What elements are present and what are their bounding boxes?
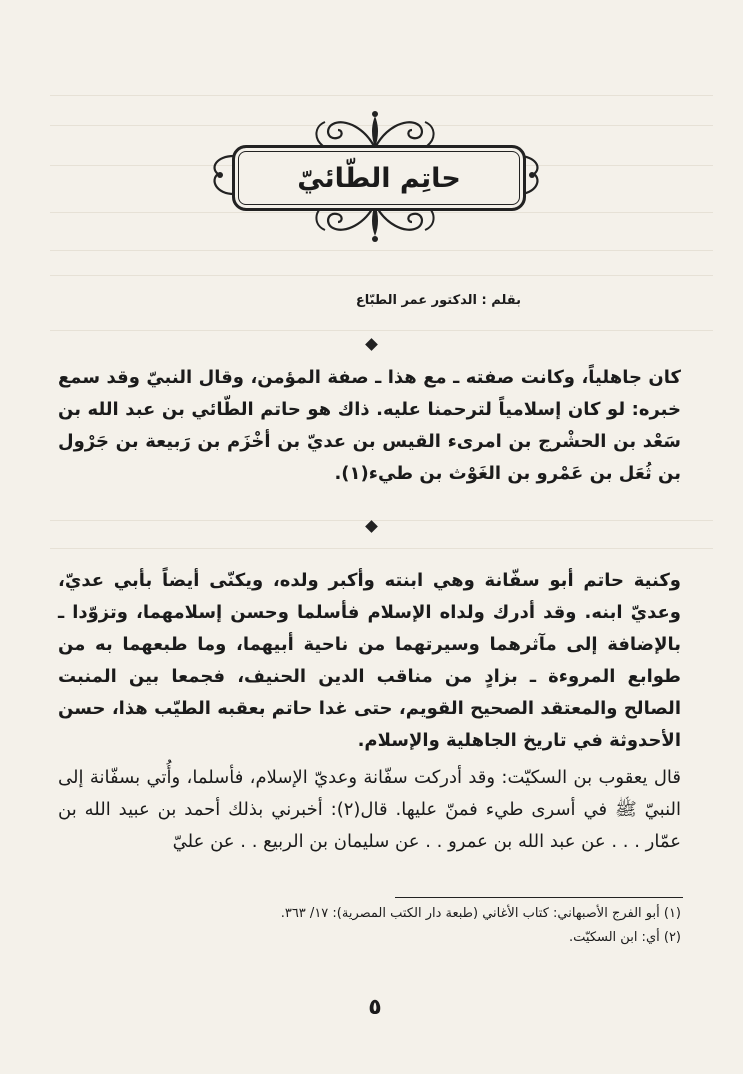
page-number: ٥ [368,995,382,1020]
footnotes [60,902,681,950]
diamond-separator-icon [365,338,378,351]
title-frame [232,145,526,211]
author-byline: بقلم : الدكتور عمر الطبّاع [355,293,521,308]
chapter-title: حاتِم الطّائيّ [297,162,461,194]
paragraph-3: قال يعقوب بن السكيّت: وقد أدركت سفّانة وعديّ الإسلام، فأسلما، وأُتي بسفّانة إلى النبيّ ﷺ في أسرى طيء فمنّ عليها. قال(٢): أخبرني بذلك أحمد بن عبيد الله بن عمّار . . . عن عبد الله بن عمرو . . عن سليمان بن الربيع . . عن عليّ [58,767,682,852]
footnote-divider [395,897,683,898]
footnote-1: (١) أبو الفرج الأصبهاني: كتاب الأغاني (طبعة دار الكتب المصرية): ١٧/ ٣٦٣. [280,906,681,921]
footnote-2: (٢) أي: ابن السكيّت. [569,930,681,945]
paragraph-1: كان جاهلياً، وكانت صفته ـ مع هذا ـ صفة المؤمن، وقال النبيّ وقد سمع خبره: لو كان إسلامياً لترحمنا عليه. ذاك هو حاتم الطّائي بن عبد الله بن سَعْد بن الحشْرج بن امرىء القيس بن عديّ بن أخْزَم بن رَبيعة بن جَرْول بن ثُعَل بن عَمْرو بن الغَوْث بن طيء(١). [58,367,681,484]
paragraph-2: وكنية حاتم أبو سفّانة وهي ابنته وأكبر ولده، ويكنّى أيضاً بأبي عديّ، وعديّ ابنه. وقد أدرك ولداه الإسلام فأسلما وحسن إسلامهما، وتزوّدا ـ بالإضافة إلى مآثرهما وسيرتهما من ناحية أبيهما، وما طبعهما به من طوابع المروءة ـ بزادٍ من مناقب الدين الحنيف، فجمعا بين المنبت الصالح والمعتقد الصحيح القويم، حتى غدا حاتم بعقبه الطيّب هذا، حسن الأحدوثة في تاريخ الجاهلية والإسلام. [58,570,681,751]
diamond-separator-icon [365,520,378,533]
top-ornament-icon [305,108,445,150]
